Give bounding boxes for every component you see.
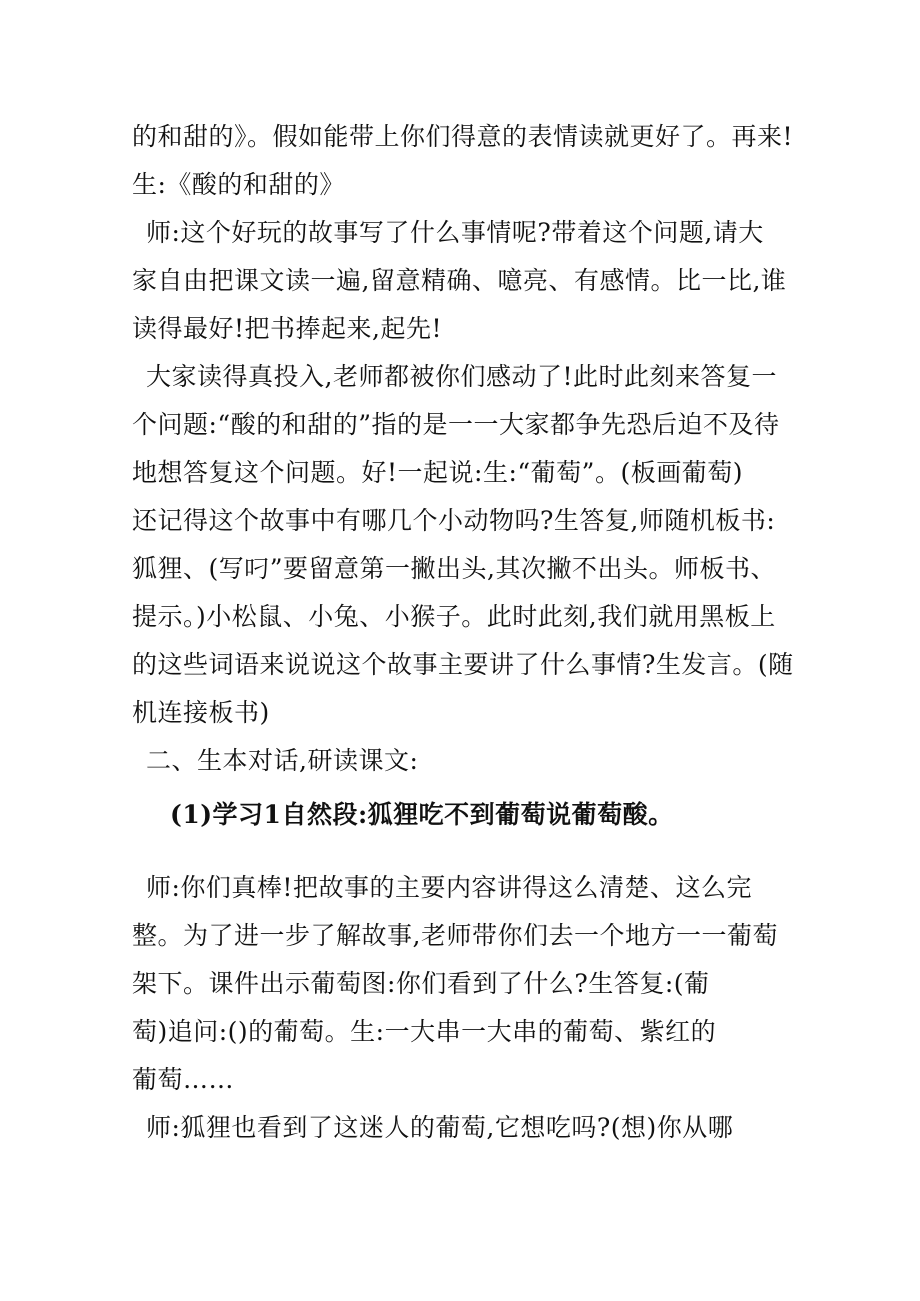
text-line: 师:你们真棒!把故事的主要内容讲得这么清楚、这么完 [146, 873, 752, 902]
text-line: 个问题:“酸的和甜的”指的是一一大家都争先恐后迫不及待 [132, 410, 780, 439]
text-line: 师:这个好玩的故事写了什么事情呢?带着这个问题,请大 [146, 218, 764, 247]
text-line: 狐狸、(写叼”要留意第一撇出头,其次撇不出头。师板书、 [132, 554, 776, 583]
text-line: 提示。)小松鼠、小兔、小猴子。此时此刻,我们就用黑板上 [132, 602, 776, 631]
text-line: 的这些词语来说说这个故事主要讲了什么事情?生发言。(随 [132, 650, 794, 679]
text-line: 架下。课件出示葡萄图:你们看到了什么?生答复:(葡 [132, 969, 710, 998]
text-line: 读得最好!把书捧起来,起先! [132, 314, 443, 343]
text-line: 的和甜的》。假如能带上你们得意的表情读就更好了。再来! [132, 122, 794, 151]
text-line: 生:《酸的和甜的》 [132, 170, 345, 199]
text-line: 整。为了进一步了解故事,老师带你们去一个地方一一葡萄 [132, 921, 778, 950]
subsection-heading: (1)学习1自然段:狐狸吃不到葡萄说葡萄酸。 [170, 800, 674, 829]
text-line: 还记得这个故事中有哪几个小动物吗?生答复,师随机板书: [132, 506, 776, 535]
text-line: 机连接板书) [132, 698, 270, 727]
section-heading: 二、生本对话,研读课文: [146, 746, 419, 775]
text-line: 葡萄…… [132, 1065, 235, 1094]
text-line: 大家读得真投入,老师都被你们感动了!此时此刻来答复一 [146, 362, 777, 391]
text-line: 萄)追问:()的葡萄。生:一大串一大串的葡萄、紫红的 [132, 1017, 717, 1046]
text-line: 地想答复这个问题。好!一起说:生:“葡萄”。(板画葡萄) [132, 458, 743, 487]
text-line: 师:狐狸也看到了这迷人的葡萄,它想吃吗?(想)你从哪 [146, 1113, 734, 1142]
text-line: 家自由把课文读一遍,留意精确、噫亮、有感情。比一比,谁 [132, 266, 787, 295]
